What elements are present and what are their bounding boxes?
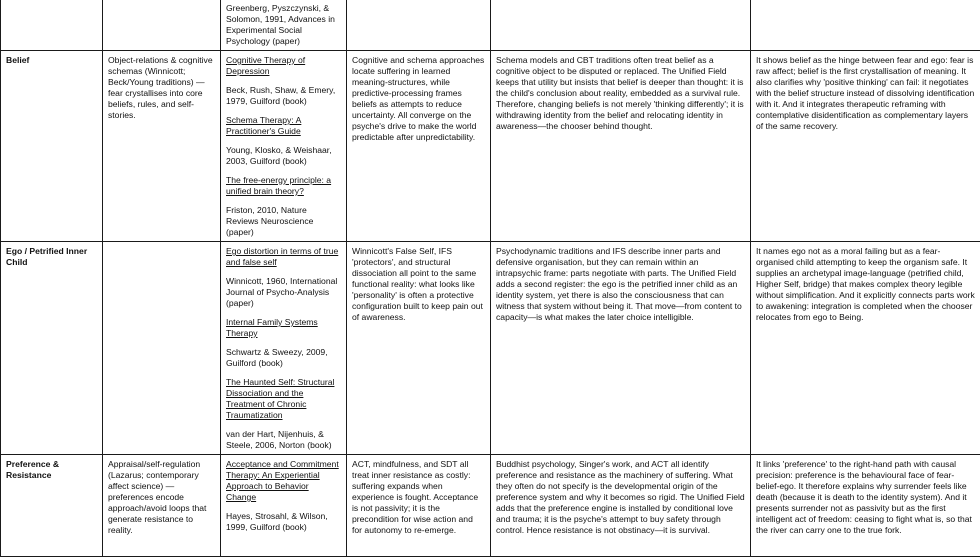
- table-row: [1, 242, 980, 455]
- references-cell: [221, 455, 347, 557]
- difference-text: Psychodynamic traditions and IFS describe inner parts and defensive organisation, but they can remain within an intrapsychic frame: parts negotiate with parts. The Unified Field adds a second register: the ego is the petrified inner child as an identity system, yet there is also the consciousness that can witness that system without being it. That move—from content to capacity—is what makes the later choice intelligible.: [496, 246, 742, 322]
- reference-citation: van der Hart, Nijenhuis, & Steele, 2006, Norton (book): [226, 429, 341, 451]
- convergence-text: Winnicott's False Self, IFS 'protectors', and structural dissociation all point to the same functional reality: what looks like 'personality' is often a protective configuration built to keep pain out of awareness.: [352, 246, 483, 322]
- reference-title: Acceptance and Commitment Therapy: An Experiential Approach to Behavior Change: [226, 459, 341, 503]
- convergence-cell: [347, 242, 491, 455]
- reference-title: Ego distortion in terms of true and false self: [226, 246, 341, 268]
- lens-text: Object-relations & cognitive schemas (Winnicott; Beck/Young traditions) — fear crystallises into core beliefs, rules, and self-stories.: [108, 55, 213, 120]
- lens-cell: [103, 51, 221, 242]
- reference-title: Internal Family Systems Therapy: [226, 317, 341, 339]
- theme-label: Ego / Petrified Inner Child: [6, 246, 87, 267]
- contribution-cell: [751, 242, 980, 455]
- reference-title: Schema Therapy: A Practitioner's Guide: [226, 115, 341, 137]
- table-row: [1, 455, 980, 557]
- references-cell: [221, 242, 347, 455]
- lens-cell: [103, 455, 221, 557]
- table-row: [1, 51, 980, 242]
- difference-cell: [491, 51, 751, 242]
- theme-cell: [1, 0, 103, 51]
- difference-cell: [491, 0, 751, 51]
- contribution-text: It shows belief as the hinge between fear and ego: fear is raw affect; belief is the first crystallisation of meaning. It also clarifies why 'positive thinking' can fail: it negotiates with the belief structure instead of dissolving identification with it. And it integrates therapeutic reframing with contemplative disidentification as complementary layers of the same recovery.: [756, 55, 974, 131]
- reference-title: The free-energy principle: a unified brain theory?: [226, 175, 341, 197]
- theme-cell: [1, 242, 103, 455]
- table-row: [1, 0, 980, 51]
- contribution-cell: [751, 455, 980, 557]
- convergence-text: Cognitive and schema approaches locate suffering in learned meaning-structures, while predictive-processing frames beliefs as attempts to reduce uncertainty. All converge on the psyche's drive to make the world predictable after unpredictability.: [352, 55, 484, 142]
- reference-citation: Hayes, Strosahl, & Wilson, 1999, Guilford (book): [226, 511, 341, 533]
- convergence-cell: [347, 455, 491, 557]
- theme-cell: [1, 51, 103, 242]
- difference-text: Buddhist psychology, Singer's work, and ACT all identify preference and resistance as the machinery of suffering. What they often do not specify is the developmental origin of the preference system and why it becomes so rigid. The Unified Field adds that the preference engine is installed by conditional love and trauma; it is the psyche's attempt to buy safety through control. Hence resistance is not obstinacy—it is survival.: [496, 459, 745, 535]
- theme-label: Preference & Resistance: [6, 459, 59, 480]
- difference-text: Schema models and CBT traditions often treat belief as a cognitive object to be disputed or replaced. The Unified Field keeps that utility but insists that belief is deeper than thought: it is the child's conclusion about reality, embedded as a survival rule. Therefore, changing beliefs is not merely 'thinking differently'; it is withdrawing identity from the belief and relocating identity in awareness—the chooser behind thought.: [496, 55, 744, 131]
- references-cell: [221, 0, 347, 51]
- difference-cell: [491, 242, 751, 455]
- reference-citation: Beck, Rush, Shaw, & Emery, 1979, Guilford (book): [226, 85, 341, 107]
- lens-cell: [103, 242, 221, 455]
- reference-citation: Greenberg, Pyszczynski, & Solomon, 1991, Advances in Experimental Social Psychology (paper): [226, 3, 341, 47]
- reference-citation: Winnicott, 1960, International Journal of Psycho-Analysis (paper): [226, 276, 341, 309]
- theme-cell: [1, 455, 103, 557]
- lens-text: Appraisal/self-regulation (Lazarus; contemporary affect science) — preferences encode approach/avoid loops that generate resistance to reality.: [108, 459, 206, 535]
- contribution-text: It links 'preference' to the right-hand path with causal precision: preference is the behavioural face of fear-belief-ego. It therefore explains why surrender feels like death (because it is death to the identity system). And it presents surrender not as passivity but as the first intelligent act of freedom: ceasing to fight what is, so that the river can carry one to the true fork.: [756, 459, 972, 535]
- convergence-cell: [347, 51, 491, 242]
- contribution-text: It names ego not as a moral failing but as a fear-organised child attempting to keep the organism safe. It supplies an archetypal image-language (petrified child, Higher Self, bridge) that makes complex theory legible without simplification. And it explicitly connects parts work to awakening: integration is completed when the chooser relocates from ego to Being.: [756, 246, 975, 322]
- theme-label: Belief: [6, 55, 29, 65]
- contribution-cell: [751, 51, 980, 242]
- convergence-text: ACT, mindfulness, and SDT all treat inner resistance as costly: suffering expands when experience is fought. Acceptance is not passivity; it is the precondition for wise action and for autonomy to re-emerge.: [352, 459, 478, 535]
- reference-citation: Young, Klosko, & Weishaar, 2003, Guilford (book): [226, 145, 341, 167]
- references-cell: [221, 51, 347, 242]
- reference-citation: Schwartz & Sweezy, 2009, Guilford (book): [226, 347, 341, 369]
- reference-title: The Haunted Self: Structural Dissociation and the Treatment of Chronic Traumatization: [226, 377, 341, 421]
- reference-title: Cognitive Therapy of Depression: [226, 55, 341, 77]
- reference-citation: Friston, 2010, Nature Reviews Neuroscience (paper): [226, 205, 341, 238]
- difference-cell: [491, 455, 751, 557]
- lens-cell: [103, 0, 221, 51]
- contribution-cell: [751, 0, 980, 51]
- convergence-cell: [347, 0, 491, 51]
